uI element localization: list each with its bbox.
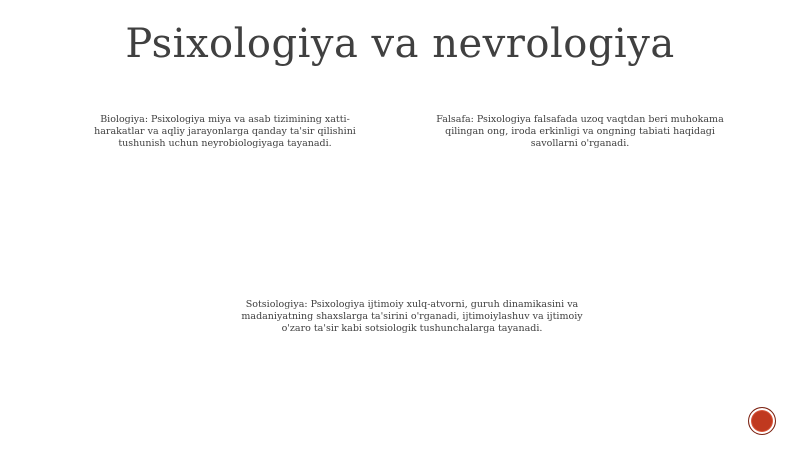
slide-nav-circle-icon[interactable] xyxy=(748,407,776,435)
textbox-sotsiologiya: Sotsiologiya: Psixologiya ijtimoiy xulq-atvorni, guruh dinamikasini va madaniyatning shaxslarga ta'sirini o'rganadi, ijtimoiylashuv va ijtimoiy o'zaro ta'sir kabi sotsiologik tushunchalarga tayanadi. xyxy=(241,299,583,334)
textbox-falsafa: Falsafa: Psixologiya falsafada uzoq vaqtdan beri muhokama qilingan ong, iroda erkinligi va ongning tabiati haqidagi savollarni o'rganadi. xyxy=(436,114,724,149)
textbox-biologiya: Biologiya: Psixologiya miya va asab tizimining xatti-harakatlar va aqliy jarayonlarga qanday ta'sir qilishini tushunish uchun neyrobiologiyaga tayanadi. xyxy=(94,114,356,149)
slide-title: Psixologiya va nevrologiya xyxy=(125,21,675,67)
